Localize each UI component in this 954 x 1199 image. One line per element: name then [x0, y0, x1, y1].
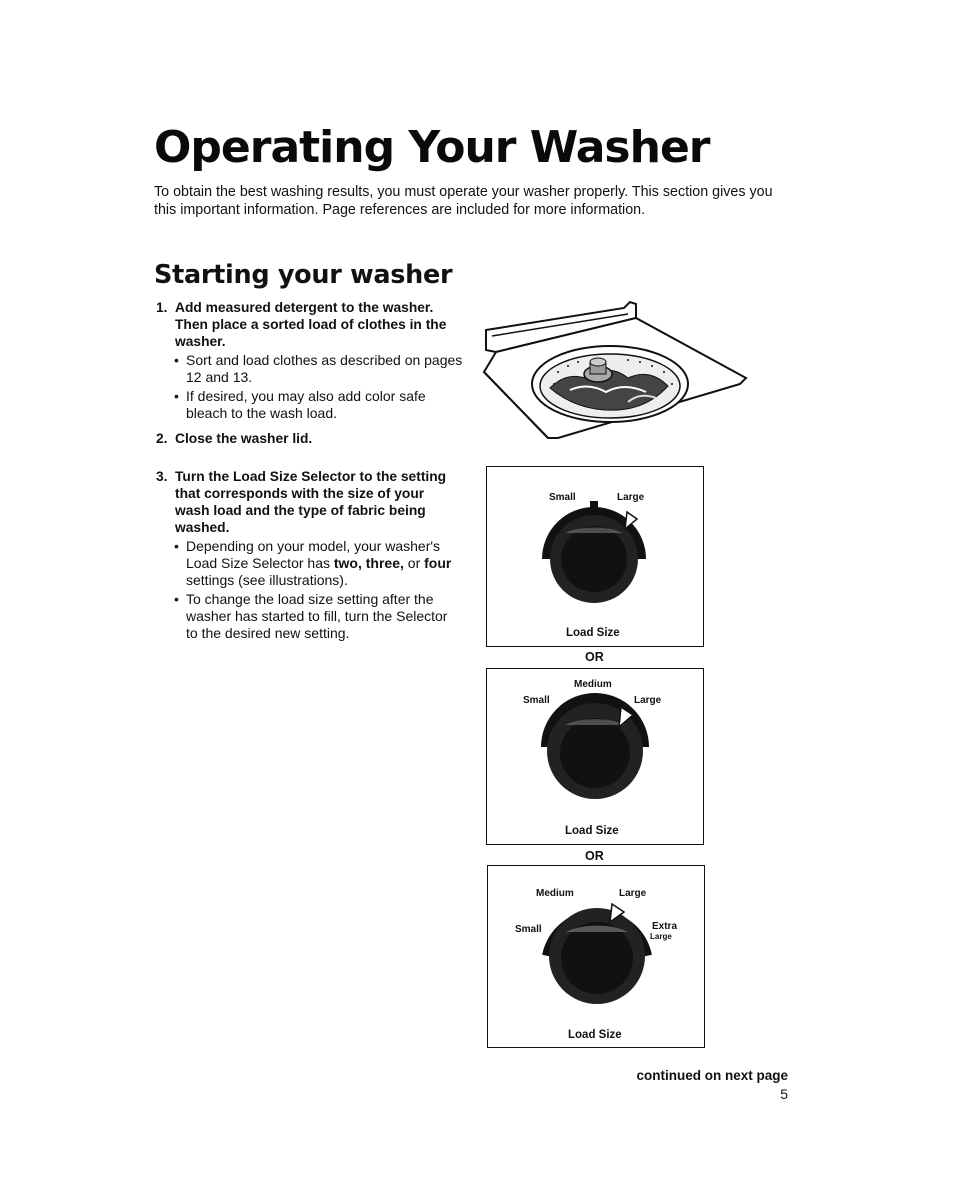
- step-number: 3.: [156, 469, 168, 484]
- washer-illustration-icon: [478, 292, 750, 442]
- step-number: 2.: [156, 431, 168, 446]
- load-size-dial-two-settings: [486, 466, 704, 647]
- bullet-text: Sort and load clothes as described on pages 12 and 13.: [186, 352, 463, 385]
- step-number: 1.: [156, 300, 168, 315]
- step-text: Add measured detergent to the washer. Then place a sorted load of clothes in the washer.: [175, 300, 447, 349]
- step-text: Turn the Load Size Selector to the setting that corresponds with the size of your wash load and the type of fabric being washed.: [175, 469, 447, 535]
- intro-paragraph: To obtain the best washing results, you must operate your washer properly. This section gives you this important information. Page references are included for more information.: [154, 184, 773, 218]
- step-1: [156, 299, 466, 424]
- page-title: Operating Your Washer: [154, 122, 710, 173]
- dial-label-medium: Medium: [574, 679, 612, 690]
- dial-caption: Load Size: [565, 825, 619, 837]
- bullet-text: If desired, you may also add color safe bleach to the wash load.: [186, 388, 426, 421]
- list-item: • If desired, you may also add color safe bleach to the wash load.: [174, 388, 426, 421]
- dial-label-small: Small: [549, 492, 576, 503]
- load-size-dial-icon: [487, 467, 703, 646]
- dial-label-large: Large: [619, 888, 647, 899]
- dial-label-medium: Medium: [536, 888, 574, 899]
- step-2: [156, 430, 466, 447]
- continued-note: continued on next page: [636, 1068, 788, 1083]
- step-3: [156, 468, 462, 644]
- step-1-bullets: [156, 352, 466, 422]
- step-3-bullets: [156, 538, 462, 642]
- or-separator: OR: [585, 650, 604, 664]
- section-title: Starting your washer: [154, 260, 453, 290]
- load-size-dial-icon: [487, 669, 703, 844]
- list-item: • To change the load size setting after the washer has started to fill, turn the Selector to the desired new setting.: [174, 591, 448, 641]
- step-text: Close the washer lid.: [175, 431, 313, 446]
- bullet-text: Depending on your model, your washer's Load Size Selector has two, three, or four settings (see illustrations).: [186, 538, 452, 588]
- dial-label-small: Small: [523, 695, 550, 706]
- dial-label-large: Large: [617, 492, 645, 503]
- page-number: 5: [780, 1086, 788, 1102]
- dial-label-extra-large: Large: [650, 932, 672, 941]
- load-size-dial-icon: [488, 866, 704, 1047]
- dial-label-small: Small: [515, 924, 542, 935]
- dial-caption: Load Size: [566, 627, 620, 639]
- load-size-dial-four-settings: [487, 865, 705, 1048]
- dial-label-extra: Extra: [652, 921, 678, 932]
- dial-caption: Load Size: [568, 1029, 622, 1041]
- dial-label-large: Large: [634, 695, 662, 706]
- list-item: • Depending on your model, your washer's Load Size Selector has two, three, or four settings (see illustrations).: [174, 538, 452, 588]
- or-separator: OR: [585, 849, 604, 863]
- bullet-text: To change the load size setting after the washer has started to fill, turn the Selector to the desired new setting.: [186, 591, 448, 641]
- load-size-dial-three-settings: [486, 668, 704, 845]
- list-item: • Sort and load clothes as described on pages 12 and 13.: [174, 352, 463, 385]
